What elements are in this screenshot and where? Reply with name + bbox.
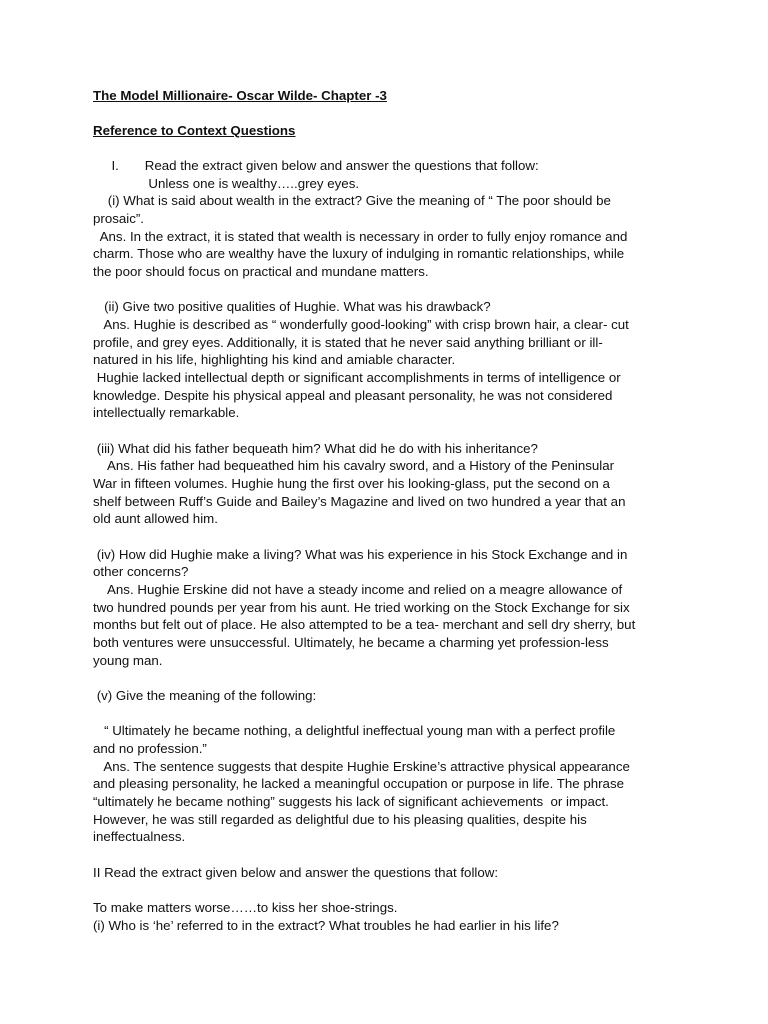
text-line: intellectually remarkable. — [93, 405, 240, 420]
text-line: I. Read the extract given below and answer the questions that follow: — [93, 158, 539, 173]
text-line: Ans. His father had bequeathed him his cavalry sword, and a History of the Peninsular — [93, 458, 615, 473]
text-line: War in fifteen volumes. Hughie hung the first over his looking-glass, put the second on a — [93, 476, 610, 491]
text-line: (iii) What did his father bequeath him? What did he do with his inheritance? — [93, 441, 538, 456]
text-line: Hughie lacked intellectual depth or significant accomplishments in terms of intelligence or — [93, 370, 621, 385]
text-line: and pleasing personality, he lacked a meaningful occupation or purpose in life. The phrase — [93, 776, 624, 791]
text-line: prosaic”. — [93, 211, 144, 226]
text-line: other concerns? — [93, 564, 189, 579]
text-line: “ultimately he became nothing” suggests his lack of significant achievements or impact. — [93, 794, 609, 809]
text-line: both ventures were unsuccessful. Ultimately, he became a charming yet profession-less — [93, 635, 609, 650]
text-line: To make matters worse……to kiss her shoe-strings. — [93, 900, 398, 915]
text-line: Ans. In the extract, it is stated that wealth is necessary in order to fully enjoy romance and — [93, 229, 628, 244]
text-line: (i) What is said about wealth in the extract? Give the meaning of “ The poor should be — [93, 193, 611, 208]
text-line: profile, and grey eyes. Additionally, it is stated that he never said anything brilliant or ill- — [93, 335, 603, 350]
text-line: (iv) How did Hughie make a living? What was his experience in his Stock Exchange and in — [93, 547, 628, 562]
document-title: The Model Millionaire- Oscar Wilde- Chapter -3 — [93, 88, 387, 103]
text-line: Ans. Hughie is described as “ wonderfully good-looking” with crisp brown hair, a clear- cut — [93, 317, 629, 332]
text-line: the poor should focus on practical and mundane matters. — [93, 264, 429, 279]
text-line: shelf between Ruff’s Guide and Bailey’s Magazine and lived on two hundred a year that an — [93, 494, 626, 509]
text-line: Unless one is wealthy…..grey eyes. — [93, 176, 360, 191]
text-line: (v) Give the meaning of the following: — [93, 688, 317, 703]
text-line: charm. Those who are wealthy have the luxury of indulging in romantic relationships, while — [93, 246, 625, 261]
text-line: young man. — [93, 653, 163, 668]
text-line: ineffectualness. — [93, 829, 186, 844]
text-line: natured in his life, highlighting his kind and amiable character. — [93, 352, 456, 367]
text-line: old aunt allowed him. — [93, 511, 218, 526]
text-line: months but felt out of place. He also attempted to be a tea- merchant and sell dry sherry, but — [93, 617, 636, 632]
text-line: and no profession.” — [93, 741, 207, 756]
text-line: Ans. Hughie Erskine did not have a steady income and relied on a meagre allowance of — [93, 582, 623, 597]
text-line: II Read the extract given below and answer the questions that follow: — [93, 865, 499, 880]
text-line: However, he was still regarded as delightful due to his pleasing qualities, despite his — [93, 812, 587, 827]
text-line: Ans. The sentence suggests that despite Hughie Erskine’s attractive physical appearance — [93, 759, 630, 774]
text-line: (i) Who is ‘he’ referred to in the extract? What troubles he had earlier in his life? — [93, 918, 559, 933]
text-line: “ Ultimately he became nothing, a delightful ineffectual young man with a perfect profile — [93, 723, 616, 738]
section-heading: Reference to Context Questions — [93, 123, 296, 138]
text-line: two hundred pounds per year from his aunt. He tried working on the Stock Exchange for six — [93, 600, 630, 615]
text-line: knowledge. Despite his physical appeal and pleasant personality, he was not considered — [93, 388, 613, 403]
text-line: (ii) Give two positive qualities of Hughie. What was his drawback? — [93, 299, 491, 314]
